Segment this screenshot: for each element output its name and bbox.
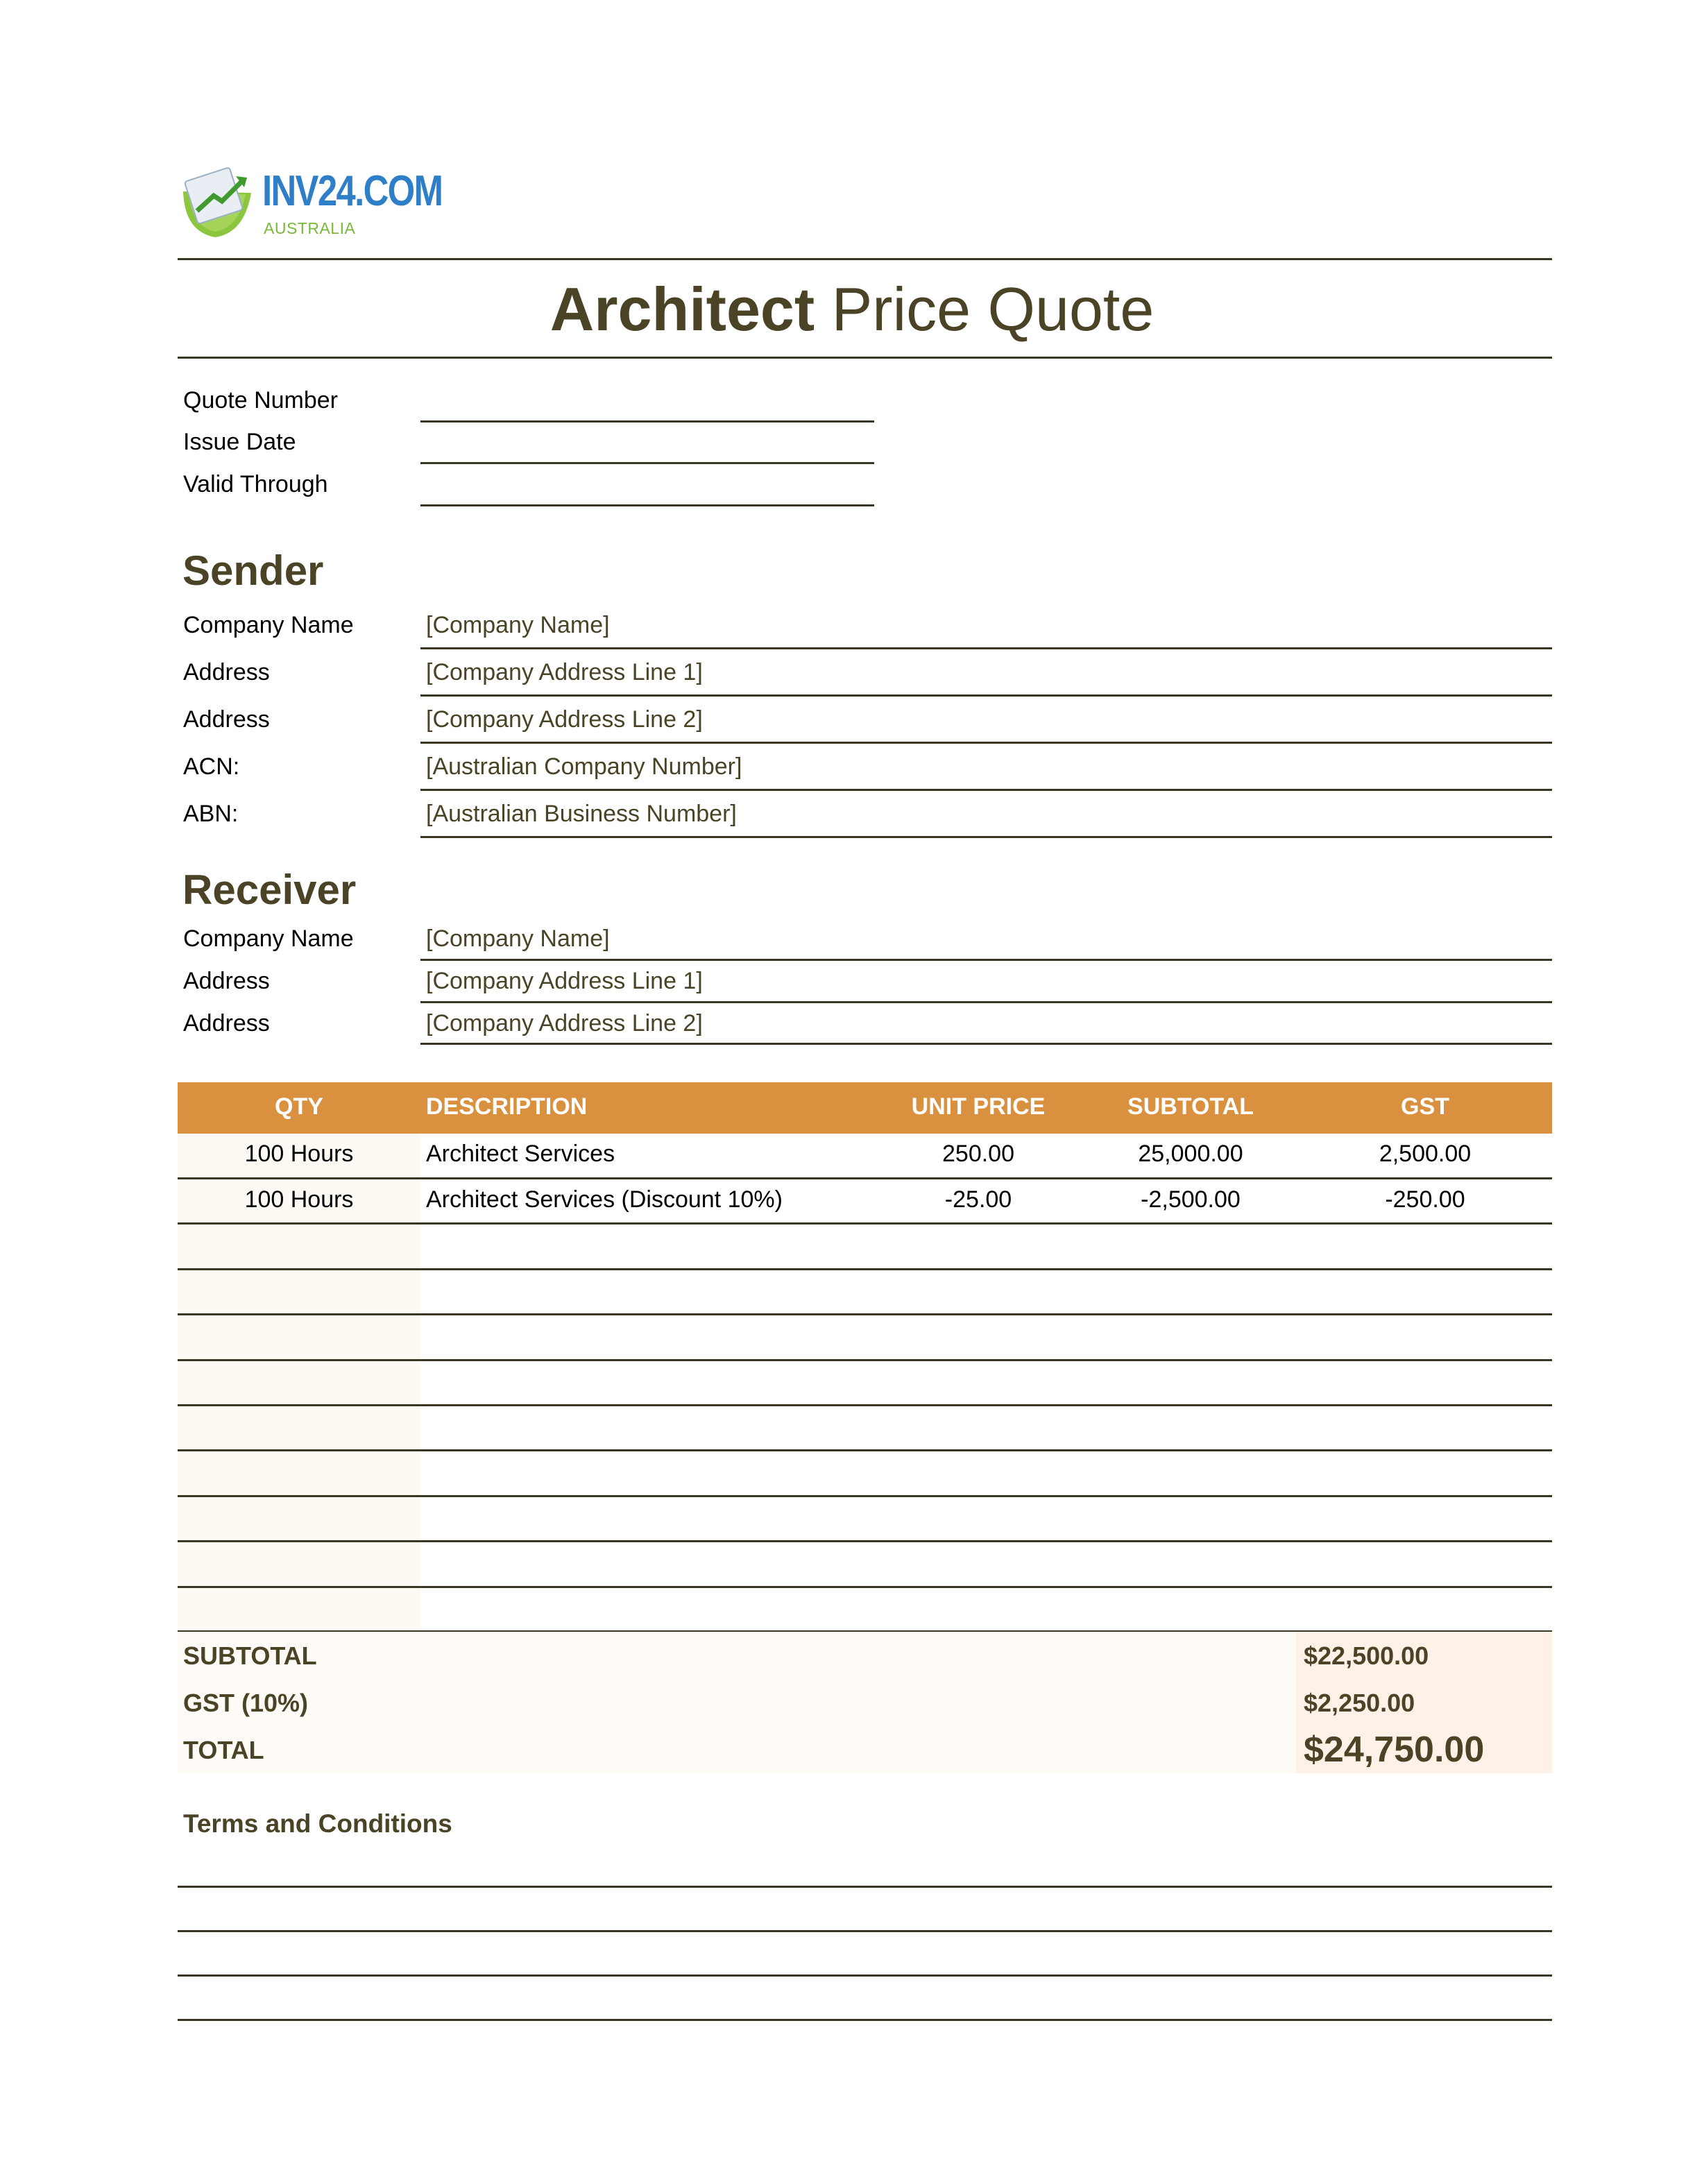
table-row-divider [178, 1177, 1552, 1179]
sender-address-2-value[interactable]: [Company Address Line 2] [426, 706, 703, 733]
receiver-company-name-label: Company Name [183, 925, 354, 952]
table-row-divider [178, 1222, 1552, 1225]
sender-acn-label: ACN: [183, 753, 240, 780]
issue-date-field[interactable] [420, 462, 874, 464]
valid-through-label: Valid Through [183, 471, 328, 497]
receiver-company-name-value[interactable]: [Company Name] [426, 925, 610, 952]
sender-address-1-value[interactable]: [Company Address Line 1] [426, 659, 703, 685]
field-underline [420, 1001, 1552, 1003]
quote-number-label: Quote Number [183, 387, 338, 413]
row-1-qty: 100 Hours [244, 1141, 354, 1167]
quote-number-field[interactable] [420, 420, 874, 423]
title-top-rule [178, 258, 1552, 260]
col-header-unit-price: UNIT PRICE [911, 1093, 1046, 1120]
row-2-unit-price: -25.00 [944, 1186, 1012, 1213]
col-header-description: DESCRIPTION [426, 1093, 588, 1120]
row-1-gst: 2,500.00 [1379, 1141, 1472, 1167]
terms-line-4[interactable] [178, 2019, 1552, 2021]
field-underline [420, 647, 1552, 649]
receiver-address-1-label: Address [183, 968, 270, 994]
field-underline [420, 959, 1552, 961]
subtotal-label: SUBTOTAL [183, 1641, 317, 1670]
gst-label: GST (10%) [183, 1689, 309, 1717]
field-underline [420, 742, 1552, 744]
table-row-divider [178, 1449, 1552, 1451]
receiver-heading: Receiver [182, 867, 357, 913]
title-rest: Price Quote [815, 275, 1155, 343]
table-row-divider [178, 1404, 1552, 1406]
issue-date-label: Issue Date [183, 429, 296, 455]
row-1-subtotal: 25,000.00 [1138, 1141, 1243, 1167]
row-1-description: Architect Services [426, 1141, 615, 1167]
gst-value: $2,250.00 [1304, 1689, 1415, 1717]
field-underline [420, 789, 1552, 791]
field-underline [420, 1043, 1552, 1045]
valid-through-field[interactable] [420, 504, 874, 506]
table-row-divider [178, 1313, 1552, 1315]
table-row-divider [178, 1540, 1552, 1542]
row-2-gst: -250.00 [1385, 1186, 1465, 1213]
page-title [0, 275, 1704, 344]
logo-region: AUSTRALIA [264, 219, 356, 237]
sender-heading: Sender [182, 547, 324, 594]
receiver-address-2-label: Address [183, 1010, 270, 1036]
logo-icon [183, 167, 251, 237]
row-2-qty: 100 Hours [244, 1186, 354, 1213]
col-header-subtotal: SUBTOTAL [1127, 1093, 1254, 1120]
total-label: TOTAL [183, 1736, 264, 1764]
title-bold: Architect [549, 275, 815, 343]
row-1-unit-price: 250.00 [942, 1141, 1014, 1167]
field-underline [420, 836, 1552, 838]
subtotal-value: $22,500.00 [1304, 1641, 1429, 1670]
sender-address-1-label: Address [183, 659, 270, 685]
sender-abn-value[interactable]: [Australian Business Number] [426, 801, 737, 827]
title-bottom-rule [178, 357, 1552, 359]
row-2-subtotal: -2,500.00 [1141, 1186, 1241, 1213]
table-row-divider [178, 1359, 1552, 1361]
field-underline [420, 694, 1552, 697]
sender-address-2-label: Address [183, 706, 270, 733]
total-value: $24,750.00 [1304, 1730, 1485, 1770]
sender-abn-label: ABN: [183, 801, 239, 827]
sender-company-name-value[interactable]: [Company Name] [426, 612, 610, 638]
table-row-divider [178, 1268, 1552, 1270]
col-header-gst: GST [1401, 1093, 1449, 1120]
table-row-divider [178, 1495, 1552, 1497]
logo-wordmark: INV24.COM [262, 167, 443, 215]
terms-line-2[interactable] [178, 1930, 1552, 1932]
terms-line-1[interactable] [178, 1886, 1552, 1888]
row-2-description: Architect Services (Discount 10%) [426, 1186, 783, 1213]
table-row-divider [178, 1586, 1552, 1588]
col-header-qty: QTY [275, 1093, 323, 1120]
terms-heading: Terms and Conditions [183, 1809, 452, 1838]
terms-line-3[interactable] [178, 1974, 1552, 1977]
receiver-address-1-value[interactable]: [Company Address Line 1] [426, 968, 703, 994]
sender-acn-value[interactable]: [Australian Company Number] [426, 753, 742, 780]
sender-company-name-label: Company Name [183, 612, 354, 638]
receiver-address-2-value[interactable]: [Company Address Line 2] [426, 1010, 703, 1036]
